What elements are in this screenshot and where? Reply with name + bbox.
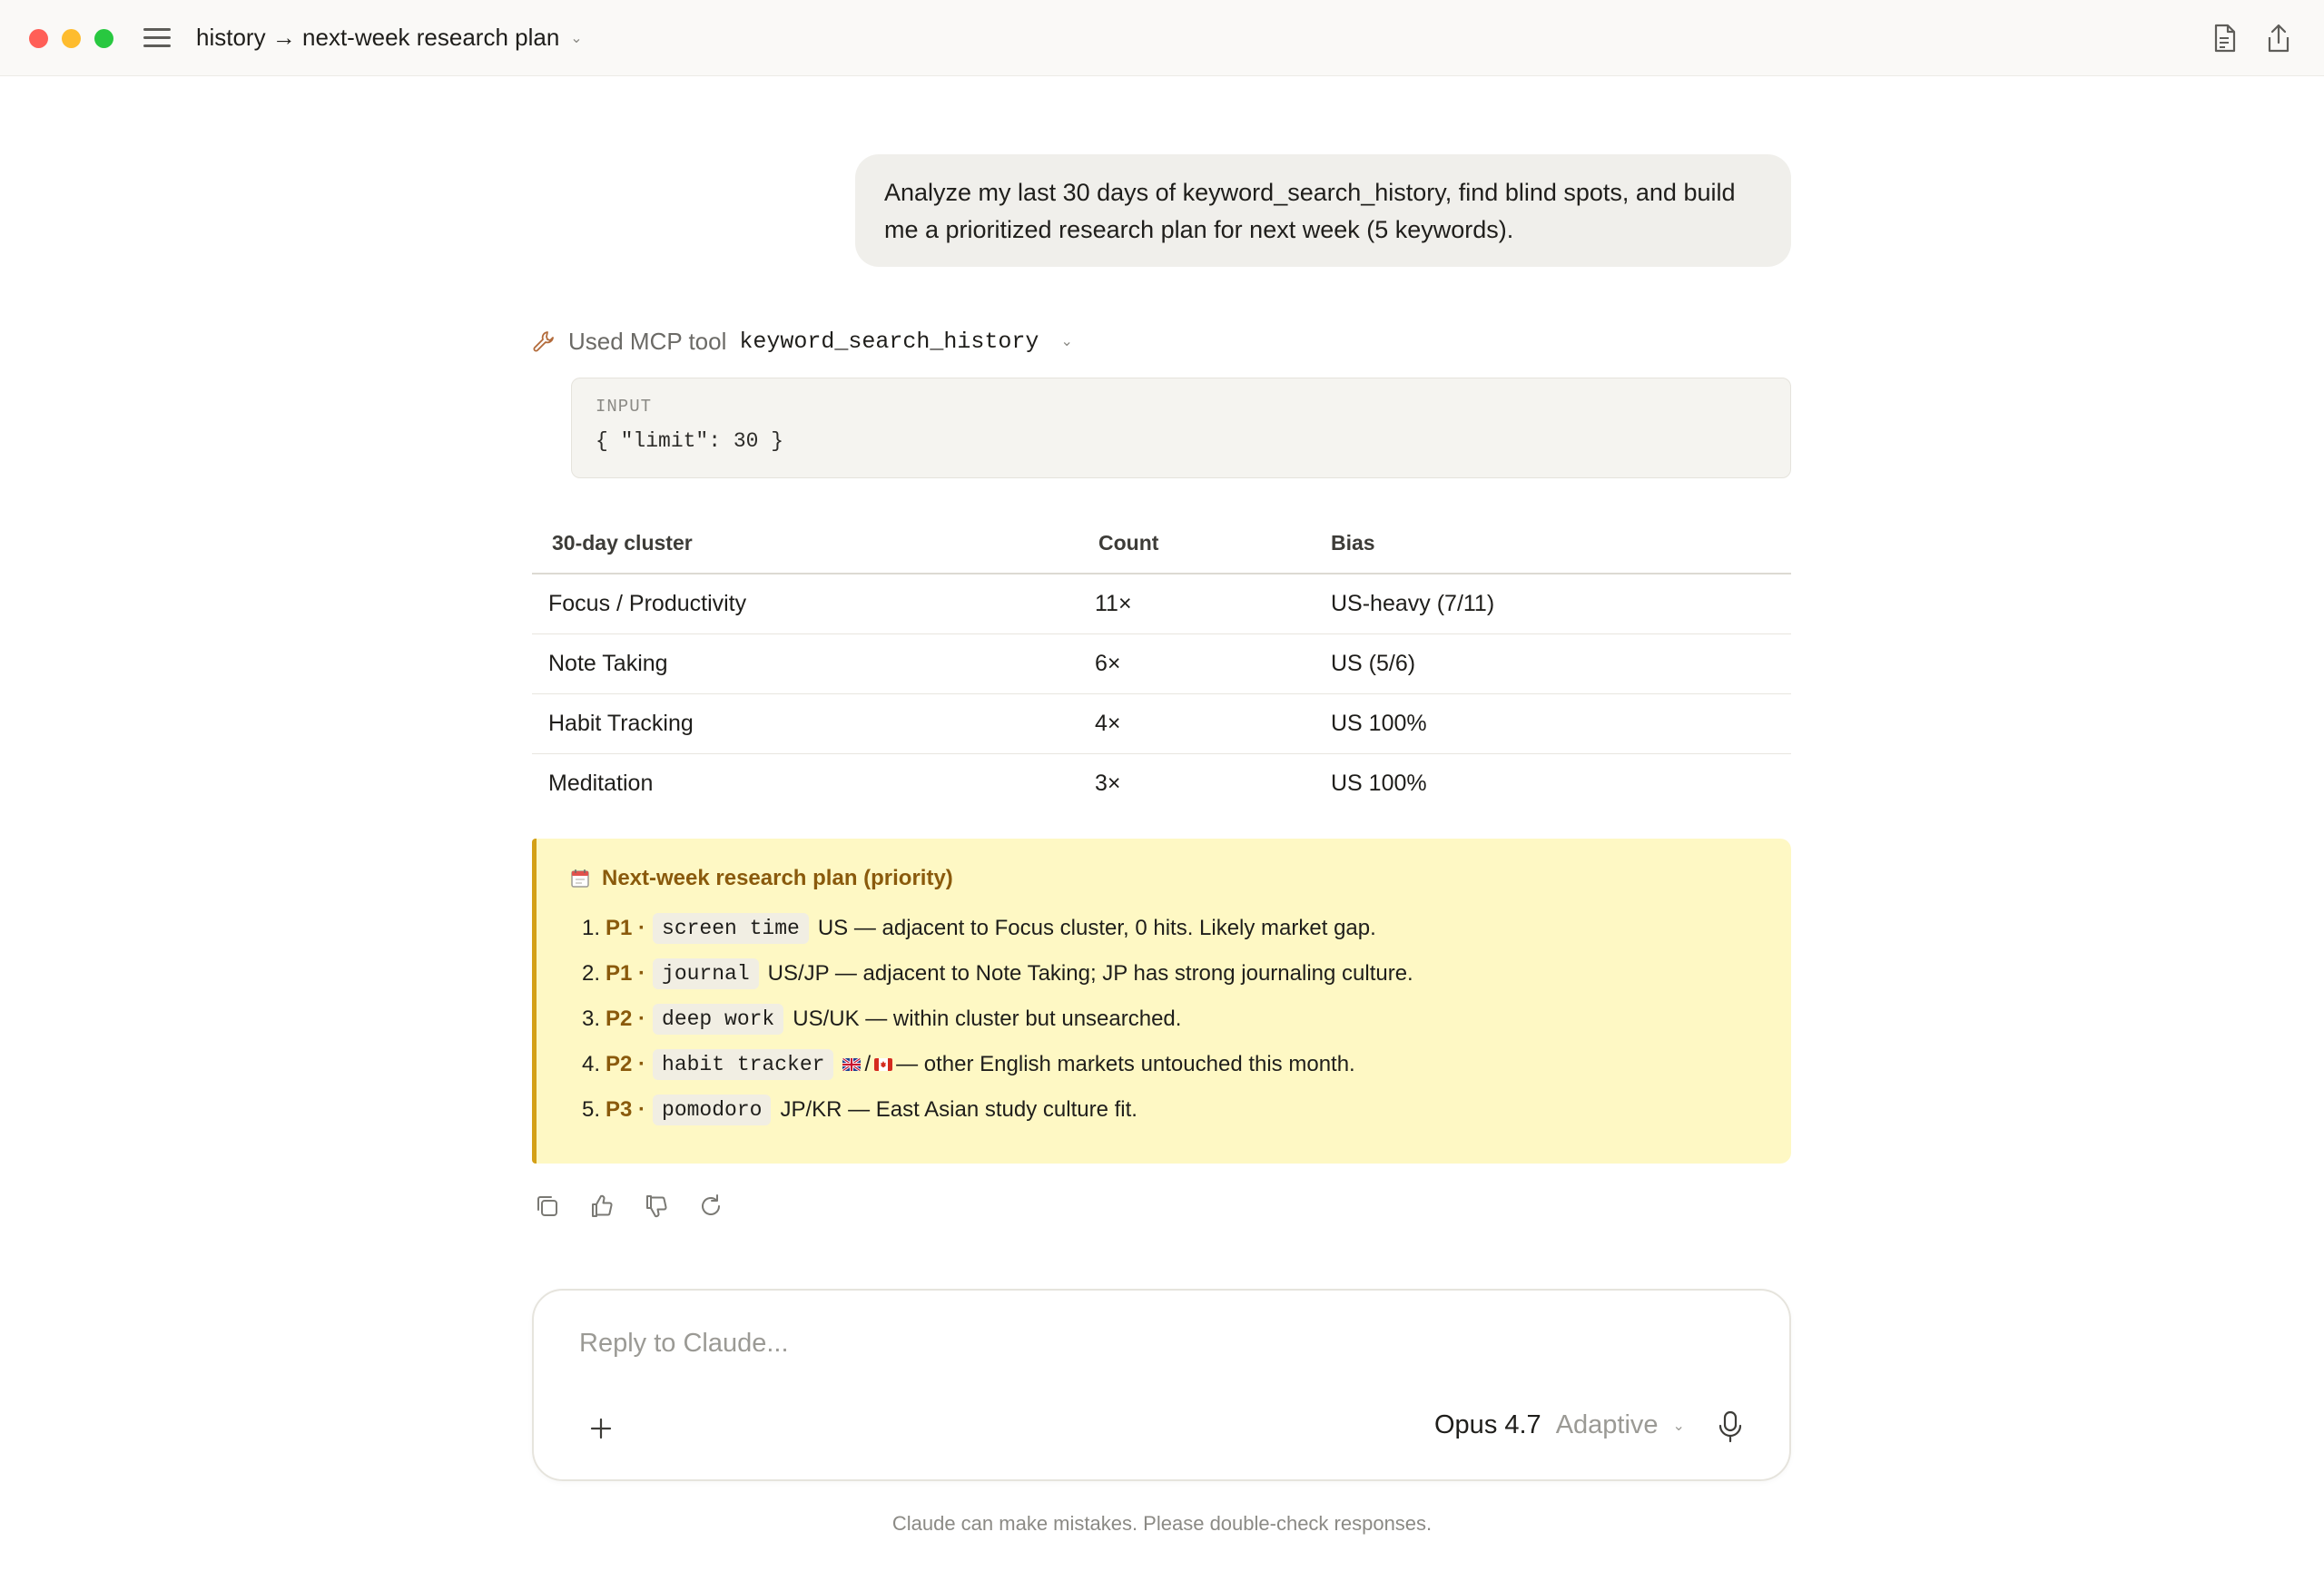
tool-input-box: [571, 378, 1791, 478]
item-priority: P1 ·: [606, 916, 646, 940]
table-row: [532, 693, 1791, 753]
item-keyword: pomodoro: [653, 1095, 771, 1125]
item-number: 3.: [581, 1007, 600, 1031]
cell-count: 3×: [1095, 770, 1121, 796]
item-priority: P2 ·: [606, 1007, 646, 1031]
conversation-title[interactable]: [196, 24, 583, 52]
cell-cluster: Meditation: [548, 770, 654, 796]
column-header-count: Count: [1095, 514, 1331, 574]
user-message-text: Analyze my last 30 days of keyword_search_history, find blind spots, and build me a prioritized research plan for next week (5 keywords).: [884, 179, 1736, 243]
list-item: [569, 951, 1791, 997]
cluster-table: [532, 514, 1791, 813]
chevron-down-icon: ⌄: [1672, 1418, 1685, 1434]
conversation-title-text: history → next-week research plan: [196, 24, 560, 51]
model-selector[interactable]: [1434, 1410, 1685, 1440]
wrench-icon: [532, 329, 556, 353]
cell-count: 6×: [1095, 633, 1331, 693]
retry-icon[interactable]: [695, 1191, 726, 1222]
microphone-icon[interactable]: [1714, 1409, 1747, 1445]
item-keyword: screen time: [653, 913, 809, 944]
item-note: US/JP — adjacent to Note Taking; JP has strong journaling culture.: [767, 961, 1413, 986]
tool-input-code: { "limit": 30 }: [596, 429, 784, 453]
item-keyword: journal: [653, 958, 759, 989]
thumbs-down-icon[interactable]: [641, 1191, 672, 1222]
item-keyword: habit tracker: [653, 1049, 833, 1080]
item-number: 1.: [581, 916, 600, 940]
tool-use-prefix: Used MCP tool: [568, 327, 727, 355]
research-plan-callout: [532, 839, 1791, 1164]
column-header-bias: Bias: [1331, 514, 1791, 574]
item-keyword: deep work: [653, 1004, 783, 1035]
cell-count: 4×: [1095, 693, 1331, 753]
uk-flag-icon: [842, 1058, 861, 1071]
item-priority: P1 ·: [606, 961, 646, 986]
item-priority: P2 ·: [606, 1052, 646, 1076]
table-row: [532, 574, 1791, 633]
research-plan-title: Next-week research plan (priority): [602, 866, 953, 890]
reply-input[interactable]: Reply to Claude...: [579, 1329, 789, 1358]
table-row: [532, 633, 1791, 693]
item-number: 4.: [581, 1052, 600, 1076]
sidebar-menu-icon[interactable]: [143, 25, 172, 51]
message-actions: [532, 1191, 726, 1222]
model-name: Opus 4.7: [1434, 1410, 1541, 1439]
item-number: 5.: [581, 1097, 600, 1122]
chevron-down-icon: ⌄: [570, 30, 583, 46]
maximize-window-button[interactable]: [94, 29, 113, 48]
copy-icon[interactable]: [532, 1191, 563, 1222]
item-number: 2.: [581, 961, 600, 986]
list-item: [569, 906, 1791, 951]
chevron-down-icon: ⌄: [1060, 334, 1073, 349]
cell-bias: US 100%: [1331, 770, 1427, 796]
tool-name: keyword_search_history: [739, 328, 1039, 355]
close-window-button[interactable]: [29, 29, 48, 48]
research-plan-header: [569, 866, 1791, 891]
model-mode: Adaptive: [1555, 1410, 1659, 1439]
cell-bias: US (5/6): [1331, 633, 1791, 693]
cell-cluster: Habit Tracking: [532, 693, 1095, 753]
column-header-cluster: 30-day cluster: [532, 514, 1095, 574]
list-item: [569, 1042, 1791, 1087]
cell-bias: US 100%: [1331, 693, 1791, 753]
reply-composer[interactable]: [532, 1289, 1791, 1481]
title-bar: [0, 0, 2324, 76]
tool-use-toggle[interactable]: [532, 323, 1073, 359]
flag-separator: /: [864, 1052, 872, 1076]
item-note: JP/KR — East Asian study culture fit.: [780, 1097, 1137, 1122]
cell-cluster: Focus / Productivity: [532, 574, 1095, 633]
user-message-bubble: [855, 154, 1791, 267]
plus-icon[interactable]: [588, 1416, 614, 1441]
item-note: US/UK — within cluster but unsearched.: [793, 1007, 1182, 1031]
list-item: [569, 997, 1791, 1042]
item-note: US — adjacent to Focus cluster, 0 hits. Likely market gap.: [817, 916, 1376, 940]
cell-count: 11×: [1095, 574, 1331, 633]
tool-input-label: INPUT: [596, 397, 653, 417]
item-priority: P3 ·: [606, 1097, 646, 1122]
disclaimer-text: Claude can make mistakes. Please double-check responses.: [891, 1512, 1433, 1535]
cell-bias: US-heavy (7/11): [1331, 574, 1791, 633]
research-plan-list: [569, 906, 1791, 1133]
canada-flag-icon: [874, 1058, 892, 1071]
document-icon[interactable]: [2208, 22, 2240, 54]
list-item: [569, 1087, 1791, 1133]
share-icon[interactable]: [2262, 22, 2295, 54]
table-header-row: [532, 514, 1791, 574]
thumbs-up-icon[interactable]: [586, 1191, 617, 1222]
minimize-window-button[interactable]: [62, 29, 81, 48]
calendar-icon: [569, 868, 591, 889]
table-row: [532, 753, 1791, 813]
cell-cluster: Note Taking: [532, 633, 1095, 693]
item-note: — other English markets untouched this month.: [896, 1052, 1355, 1076]
